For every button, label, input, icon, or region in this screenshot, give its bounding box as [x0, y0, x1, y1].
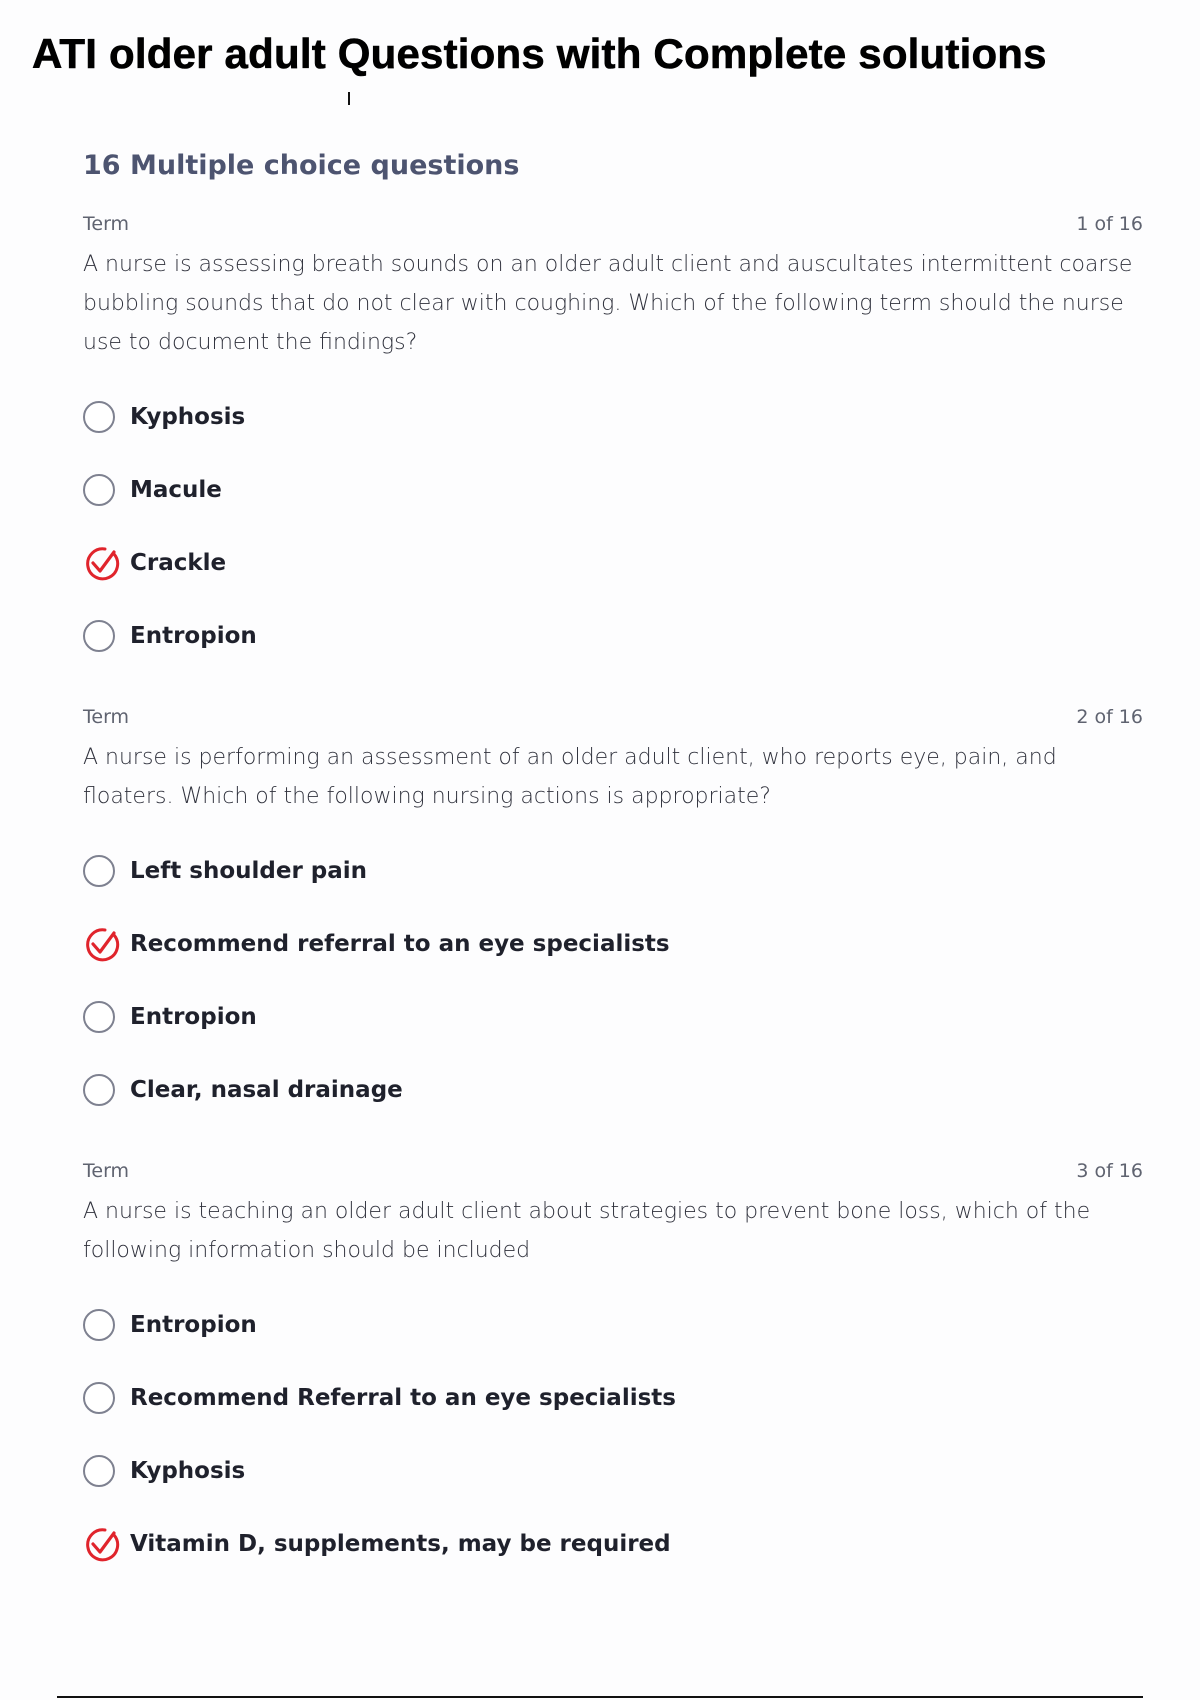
- answer-option-label: Left shoulder pain: [130, 857, 368, 884]
- answer-option-label: Crackle: [130, 549, 227, 576]
- radio-button-icon[interactable]: [83, 620, 115, 652]
- term-label: Term: [83, 213, 130, 235]
- radio-button-icon[interactable]: [83, 474, 115, 506]
- answer-option-label: Kyphosis: [130, 403, 246, 430]
- answer-options: [83, 380, 1143, 672]
- radio-button-icon[interactable]: [83, 1001, 115, 1033]
- radio-button-icon[interactable]: [83, 1382, 115, 1414]
- answer-option[interactable]: [83, 1361, 1143, 1434]
- answer-option-label: Vitamin D, supplements, may be required: [130, 1530, 671, 1557]
- answer-option[interactable]: [83, 907, 1143, 980]
- question-text: A nurse is performing an assessment of an older adult client, who reports eye, pain, and floaters. Which of the following nursing actions is appropriate?: [83, 745, 1057, 809]
- answer-option[interactable]: [83, 1434, 1143, 1507]
- question-counter: 1 of 16: [1076, 213, 1143, 235]
- radio-button-icon[interactable]: [83, 1455, 115, 1487]
- question-counter: 2 of 16: [1076, 706, 1143, 728]
- answer-option[interactable]: [83, 1288, 1143, 1361]
- term-label: Term: [83, 706, 130, 728]
- answer-option-label: Entropion: [130, 1311, 257, 1338]
- document-title: ATI older adult Questions with Complete solutions: [32, 30, 1047, 77]
- answer-option[interactable]: [83, 980, 1143, 1053]
- question-header: [83, 1160, 1143, 1182]
- page-bottom-rule: [57, 1696, 1143, 1698]
- answer-options: [83, 834, 1143, 1126]
- answer-option-label: Recommend referral to an eye specialists: [130, 930, 670, 957]
- answer-option-label: Entropion: [130, 622, 257, 649]
- text-cursor-mark: [348, 92, 350, 105]
- section-heading: 16 Multiple choice questions: [83, 150, 520, 181]
- term-label: Term: [83, 1160, 130, 1182]
- answer-option[interactable]: [83, 1507, 1143, 1580]
- checked-answer-icon: [83, 1525, 121, 1563]
- question-counter: 3 of 16: [1076, 1160, 1143, 1182]
- answer-option-label: Kyphosis: [130, 1457, 246, 1484]
- answer-option-label: Entropion: [130, 1003, 257, 1030]
- answer-option-label: Macule: [130, 476, 222, 503]
- radio-button-icon[interactable]: [83, 1309, 115, 1341]
- radio-button-icon[interactable]: [83, 1074, 115, 1106]
- question-card: [83, 213, 1143, 672]
- answer-option-label: Recommend Referral to an eye specialists: [130, 1384, 676, 1411]
- radio-button-icon[interactable]: [83, 401, 115, 433]
- question-text: A nurse is assessing breath sounds on an older adult client and auscultates intermittent coarse bubbling sounds that do not clear with coughing. Which of the following term should the nurse use to document the findings?: [83, 252, 1133, 355]
- quiz-content: [83, 150, 1143, 1580]
- answer-option-label: Clear, nasal drainage: [130, 1076, 403, 1103]
- answer-option[interactable]: [83, 380, 1143, 453]
- answer-options: [83, 1288, 1143, 1580]
- question-card: [83, 1160, 1143, 1580]
- question-header: [83, 706, 1143, 728]
- checked-answer-icon: [83, 544, 121, 582]
- answer-option[interactable]: [83, 599, 1143, 672]
- answer-option[interactable]: [83, 526, 1143, 599]
- question-text: A nurse is teaching an older adult client about strategies to prevent bone loss, which of the following information should be included: [83, 1199, 1091, 1263]
- question-card: [83, 706, 1143, 1126]
- radio-button-icon[interactable]: [83, 855, 115, 887]
- checked-answer-icon: [83, 925, 121, 963]
- answer-option[interactable]: [83, 834, 1143, 907]
- answer-option[interactable]: [83, 1053, 1143, 1126]
- answer-option[interactable]: [83, 453, 1143, 526]
- question-header: [83, 213, 1143, 235]
